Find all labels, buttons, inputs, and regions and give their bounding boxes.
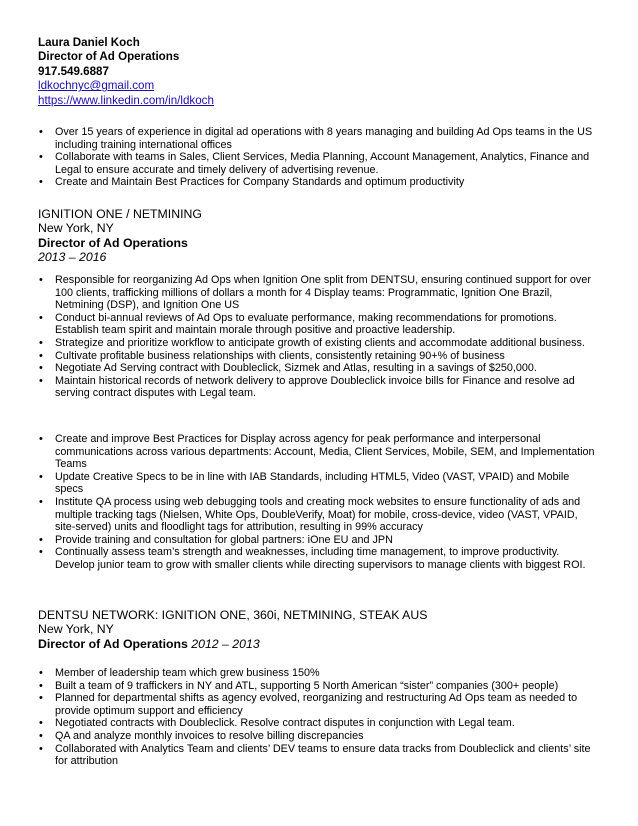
contact-header [38,36,214,108]
linkedin-link[interactable]: https://www.linkedin.com/in/ldkoch [38,93,214,107]
job1-bullet: • Continually assess team’s strength and weaknesses, including time management, to improve productivity. Develop junior team to grow with smaller clients while directing supervisors to manage clients with biggest ROI. [38,546,598,571]
candidate-phone: 917.549.6887 [38,64,109,78]
job2-bullet: • Built a team of 9 traffickers in NY and ATL, supporting 5 North American “sister” companies (300+ people) [38,680,598,693]
job1-bullet: • Maintain historical records of network delivery to approve Doubleclick invoice bills for Finance and resolve ad serving contract disputes with Legal team. [38,375,598,400]
job1-heading [38,207,202,265]
job1-bullet: • Create and improve Best Practices for Display across agency for peak performance and interpersonal communications across various departments: Account, Media, Client Services, Mobile, SEM, and Implementation Teams [38,433,598,471]
email-link[interactable]: ldkochnyc@gmail.com [38,79,155,93]
job1-bullet: • Update Creative Specs to be in line with IAB Standards, including HTML5, Video (VAST, VPAID) and Mobile specs [38,471,598,496]
job2-location: New York, NY [38,622,114,637]
summary-item: • Collaborate with teams in Sales, Client Services, Media Planning, Account Management, Analytics, Finance and Legal to ensure accurate and timely delivery of advertising revenue. [38,151,598,176]
job1-bullet: • Responsible for reorganizing Ad Ops when Ignition One split from DENTSU, ensuring continued support for over 100 clients, trafficking millions of dollars a month for 4 Display teams: Programmatic, Ignition One Brazil, Netmining (DSP), and Ignition One US [38,274,598,312]
job2-bullet: • Planned for departmental shifts as agency evolved, reorganizing and restructuring Ad Ops team as needed to provide optimum support and efficiency [38,692,598,717]
job1-bullet: • Conduct bi-annual reviews of Ad Ops to evaluate performance, making recommendations for promotions. Establish team spirit and maintain morale through positive and proactive leadership. [38,312,598,337]
job1-bullet: • Negotiate Ad Serving contract with Doubleclick, Sizmek and Atlas, resulting in a savings of $250,000. [38,362,598,375]
candidate-title: Director of Ad Operations [38,50,180,64]
job2-heading [38,608,427,651]
job1-bullets-b [38,433,598,572]
job2-company: DENTSU NETWORK: IGNITION ONE, 360i, NETMINING, STEAK AUS [38,608,428,622]
job1-dates: 2013 – 2016 [38,250,107,265]
summary-list [38,126,598,189]
job2-bullets [38,667,598,768]
summary-item: • Over 15 years of experience in digital ad operations with 8 years managing and building Ad Ops teams in the US including training international offices [38,126,598,151]
job1-role: Director of Ad Operations [38,235,188,250]
job1-bullets-a [38,274,598,400]
job2-dates: 2012 – 2013 [191,636,260,651]
job1-bullet: • Strategize and prioritize workflow to anticipate growth of existing clients and accommodate additional business. [38,337,598,350]
candidate-name: Laura Daniel Koch [38,36,140,49]
job1-company: IGNITION ONE / NETMINING [38,207,202,221]
job2-bullet: • Negotiated contracts with Doubleclick. Resolve contract disputes in conjunction with Legal team. [38,717,598,730]
summary-item: • Create and Maintain Best Practices for Company Standards and optimum productivity [38,176,598,189]
job2-role: Director of Ad Operations [38,636,188,651]
job1-bullet: • Cultivate profitable business relationships with clients, consistently retaining 90+% of business [38,350,598,363]
job1-location: New York, NY [38,221,114,236]
job2-bullet: • QA and analyze monthly invoices to resolve billing discrepancies [38,730,598,743]
job2-bullet: • Member of leadership team which grew business 150% [38,667,598,680]
job1-bullet: • Provide training and consultation for global partners: iOne EU and JPN [38,534,598,547]
job2-bullet: • Collaborated with Analytics Team and clients’ DEV teams to ensure data tracks from Doubleclick and clients’ site for attribution [38,743,598,768]
job2-role-line [38,637,427,651]
job1-bullet: • Institute QA process using web debugging tools and creating mock websites to ensure functionality of ads and multiple tracking tags (Nielsen, White Ops, DoubleVerify, Moat) for mobile, cross-device, video (VAST, VPAID, site-served) units and floodlight tags for attribution, resulting in 99% accuracy [38,496,598,534]
